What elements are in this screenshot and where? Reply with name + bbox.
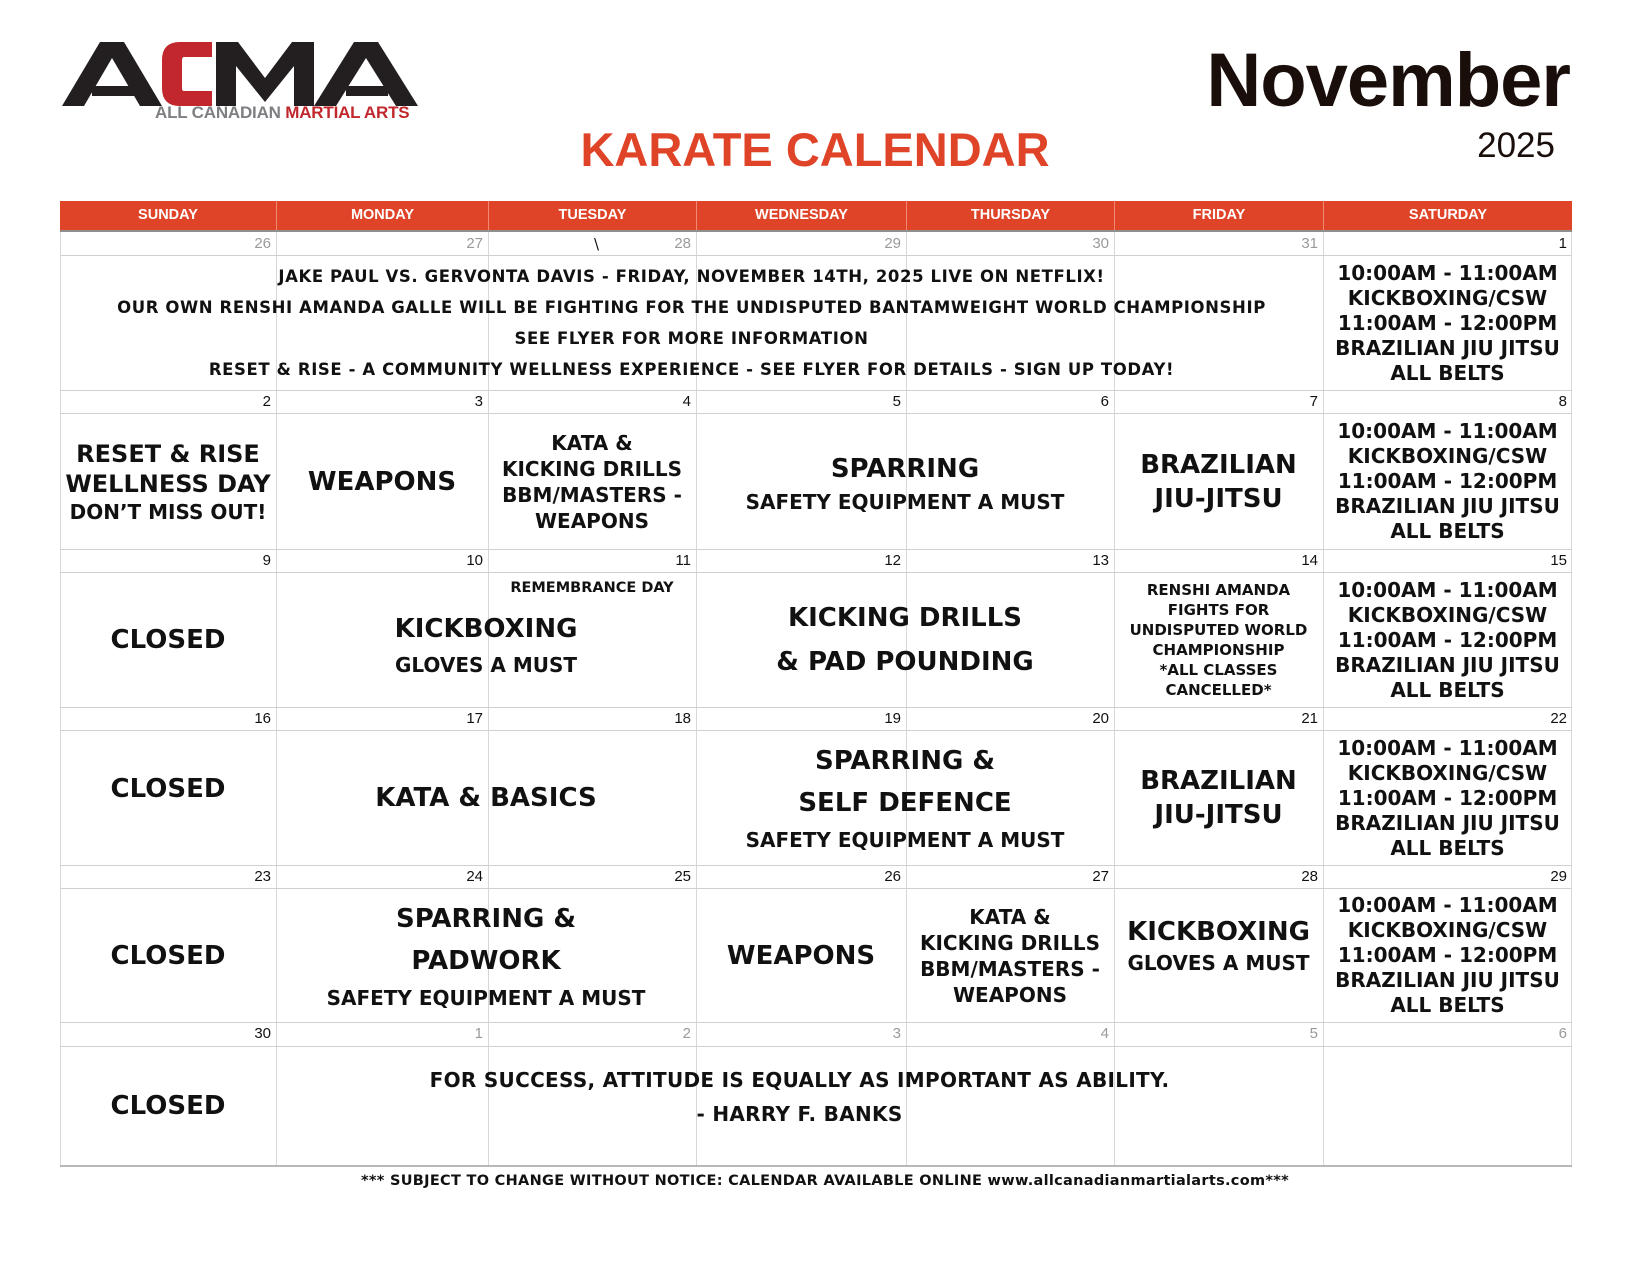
- date-number: 3: [892, 1025, 901, 1042]
- date-number: 6: [1100, 393, 1109, 410]
- announcement-line: JAKE PAUL VS. GERVONTA DAVIS - FRIDAY, NOVEMBER 14TH, 2025 LIVE ON NETFLIX!: [278, 267, 1105, 286]
- event-line: FIGHTS FOR: [1167, 601, 1270, 619]
- class-name: BRAZILIAN JIU JITSU: [1335, 810, 1560, 835]
- date-number: 19: [884, 710, 901, 727]
- class-note: GLOVES A MUST: [394, 653, 578, 677]
- date-number: 10: [466, 552, 483, 569]
- logo-tagline: [155, 103, 409, 123]
- event-line: RENSHI AMANDA: [1146, 581, 1291, 599]
- date-number: 9: [262, 552, 271, 569]
- class-time: 11:00AM - 12:00PM: [1337, 627, 1558, 652]
- class-title: WEAPONS: [726, 940, 876, 971]
- date-number: 26: [254, 235, 271, 252]
- date-number: 1: [1558, 235, 1567, 252]
- date-number: 4: [682, 393, 691, 410]
- motivational-quote: [276, 1047, 1323, 1147]
- class-title: & PAD POUNDING: [776, 647, 1034, 677]
- saturday-schedule: [1323, 889, 1572, 1022]
- closed-day: [60, 889, 276, 1022]
- class-note: BBM/MASTERS -: [502, 482, 682, 507]
- class-time: 10:00AM - 11:00AM: [1337, 735, 1558, 760]
- date-number: 6: [1558, 1025, 1567, 1042]
- date-number: 3: [474, 393, 483, 410]
- class-bjj: [1114, 731, 1323, 865]
- class-name: KICKBOXING/CSW: [1347, 918, 1548, 942]
- quote-text: FOR SUCCESS, ATTITUDE IS EQUALLY AS IMPORTANT AS ABILITY.: [429, 1068, 1170, 1092]
- class-sparring: [696, 414, 1114, 549]
- class-name: BRAZILIAN JIU JITSU: [1335, 335, 1560, 360]
- grid-line: [60, 1165, 1572, 1167]
- class-title: KICKING DRILLS: [787, 603, 1022, 633]
- event-line: UNDISPUTED WORLD: [1129, 621, 1308, 639]
- closed-label: CLOSED: [110, 1091, 226, 1121]
- event-reset-rise: [60, 414, 276, 549]
- saturday-schedule: [1323, 256, 1572, 390]
- class-title: KATA &: [969, 904, 1051, 929]
- date-number: 11: [675, 552, 691, 569]
- class-weapons: [696, 889, 906, 1022]
- date-number: 24: [466, 868, 483, 885]
- class-name: KICKBOXING/CSW: [1347, 444, 1548, 468]
- event-note: DON’T MISS OUT!: [69, 499, 267, 524]
- class-time: 11:00AM - 12:00PM: [1337, 785, 1558, 810]
- saturday-schedule: [1323, 731, 1572, 865]
- class-title: SPARRING &: [395, 903, 577, 934]
- holiday-label: REMEMBRANCE DAY: [510, 580, 674, 596]
- class-name: KICKBOXING/CSW: [1347, 285, 1548, 310]
- date-number: 13: [1092, 552, 1109, 569]
- date-number: 16: [254, 710, 271, 727]
- class-level: ALL BELTS: [1390, 835, 1505, 860]
- class-note: GLOVES A MUST: [1127, 950, 1310, 975]
- class-title: JIU-JITSU: [1154, 800, 1283, 830]
- event-line: CANCELLED*: [1165, 681, 1272, 699]
- class-note: SAFETY EQUIPMENT A MUST: [745, 489, 1065, 514]
- class-level: ALL BELTS: [1390, 993, 1505, 1017]
- class-title: JIU-JITSU: [1154, 483, 1283, 514]
- class-title: BRAZILIAN: [1140, 449, 1297, 480]
- date-number: 5: [892, 393, 901, 410]
- class-bjj: [1114, 414, 1323, 549]
- closed-label: CLOSED: [110, 625, 226, 655]
- date-number: 12: [884, 552, 901, 569]
- closed-label: CLOSED: [110, 940, 226, 971]
- closed-label: CLOSED: [110, 774, 226, 804]
- class-title: SELF DEFENCE: [798, 788, 1012, 818]
- acma-logo: [62, 38, 418, 108]
- announcement-banner: [60, 256, 1323, 390]
- date-number: 30: [254, 1025, 271, 1042]
- date-number: 25: [674, 868, 691, 885]
- weekday-friday: FRIDAY: [1114, 201, 1323, 230]
- saturday-schedule: [1323, 573, 1572, 707]
- year-label: 2025: [1477, 126, 1555, 165]
- date-number: 1: [474, 1025, 483, 1042]
- class-title: KATA &: [551, 430, 633, 455]
- class-level: ALL BELTS: [1390, 519, 1505, 543]
- class-kickboxing: [276, 605, 696, 685]
- page-title: KARATE CALENDAR: [580, 123, 1050, 176]
- date-number: 29: [1550, 868, 1567, 885]
- closed-day: [60, 1047, 276, 1165]
- date-number: 30: [1092, 235, 1109, 252]
- date-number: 8: [1558, 393, 1567, 410]
- class-time: 10:00AM - 11:00AM: [1337, 893, 1558, 917]
- date-number: 18: [674, 710, 691, 727]
- announcement-line: SEE FLYER FOR MORE INFORMATION: [514, 329, 869, 348]
- closed-day: [60, 731, 276, 865]
- date-number: 28: [674, 235, 691, 252]
- event-title: RESET & RISE: [76, 439, 260, 468]
- class-title: KICKING DRILLS: [501, 456, 682, 481]
- class-note: SAFETY EQUIPMENT A MUST: [745, 828, 1065, 852]
- class-title: PADWORK: [411, 945, 561, 976]
- class-sparring-self-defence: [696, 731, 1114, 865]
- date-number: 2: [262, 393, 271, 410]
- weekday-saturday: SATURDAY: [1323, 201, 1572, 230]
- class-kata-basics: [276, 731, 696, 865]
- date-number: 4: [1100, 1025, 1109, 1042]
- class-title: BRAZILIAN: [1140, 766, 1297, 796]
- date-number: 15: [1550, 552, 1567, 569]
- class-time: 11:00AM - 12:00PM: [1337, 943, 1558, 967]
- saturday-schedule: [1323, 414, 1572, 549]
- date-number: 29: [884, 235, 901, 252]
- event-renshi-fight: [1114, 573, 1323, 707]
- date-number: 21: [1301, 710, 1318, 727]
- date-number: 20: [1092, 710, 1109, 727]
- date-number: 22: [1550, 710, 1567, 727]
- date-number: 26: [884, 868, 901, 885]
- weekday-sunday: SUNDAY: [138, 207, 198, 223]
- date-number: 23: [254, 868, 271, 885]
- event-line: *ALL CLASSES: [1159, 661, 1278, 679]
- date-number: 14: [1301, 552, 1318, 569]
- date-number: 27: [466, 235, 483, 252]
- event-title: WELLNESS DAY: [65, 469, 271, 498]
- weekday-wednesday: WEDNESDAY: [696, 201, 906, 230]
- class-note: SAFETY EQUIPMENT A MUST: [326, 985, 646, 1010]
- weekday-thursday: THURSDAY: [906, 201, 1114, 230]
- class-kickboxing: [1114, 889, 1323, 1022]
- class-note: WEAPONS: [534, 508, 649, 533]
- class-name: KICKBOXING/CSW: [1347, 602, 1548, 627]
- quote-author: - HARRY F. BANKS: [696, 1102, 903, 1126]
- class-title: WEAPONS: [307, 466, 457, 497]
- date-number: 31: [1301, 235, 1318, 252]
- class-sparring-padwork: [276, 889, 696, 1022]
- class-weapons: [276, 414, 488, 549]
- class-name: BRAZILIAN JIU JITSU: [1335, 968, 1560, 992]
- class-level: ALL BELTS: [1390, 360, 1505, 385]
- month-heading: November: [1206, 38, 1570, 123]
- class-name: BRAZILIAN JIU JITSU: [1335, 652, 1560, 677]
- logo-tagline-gray: ALL CANADIAN: [155, 103, 281, 122]
- class-note: BBM/MASTERS -: [920, 956, 1100, 981]
- class-note: WEAPONS: [952, 982, 1067, 1007]
- footer-notice: *** SUBJECT TO CHANGE WITHOUT NOTICE: CALENDAR AVAILABLE ONLINE www.allcanadianmartialarts.com***: [360, 1173, 1290, 1189]
- date-number: 17: [466, 710, 483, 727]
- class-title: KICKBOXING: [1127, 916, 1310, 947]
- class-title: SPARRING: [830, 453, 980, 484]
- class-title: KICKING DRILLS: [919, 930, 1100, 955]
- logo-tagline-red: MARTIAL ARTS: [285, 103, 410, 122]
- event-line: CHAMPIONSHIP: [1152, 641, 1285, 659]
- class-kata-kicking: [488, 414, 696, 549]
- weekday-monday: MONDAY: [276, 201, 488, 230]
- announcement-line: RESET & RISE - A COMMUNITY WELLNESS EXPERIENCE - SEE FLYER FOR DETAILS - SIGN UP TODAY!: [208, 360, 1175, 379]
- class-time: 11:00AM - 12:00PM: [1337, 310, 1558, 335]
- date-number: 5: [1309, 1025, 1318, 1042]
- class-name: BRAZILIAN JIU JITSU: [1335, 494, 1560, 518]
- class-title: SPARRING &: [814, 746, 996, 776]
- announcement-line: OUR OWN RENSHI AMANDA GALLE WILL BE FIGHTING FOR THE UNDISPUTED BANTAMWEIGHT WORLD CHAMPIONSHIP: [117, 298, 1266, 317]
- class-time: 10:00AM - 11:00AM: [1337, 577, 1558, 602]
- closed-day: [60, 573, 276, 707]
- stray-mark: \: [594, 235, 600, 253]
- weekday-tuesday: TUESDAY: [488, 201, 696, 230]
- class-time: 10:00AM - 11:00AM: [1337, 260, 1558, 285]
- date-number: 28: [1301, 868, 1318, 885]
- class-title: KATA & BASICS: [375, 783, 597, 813]
- date-number: 2: [682, 1025, 691, 1042]
- class-level: ALL BELTS: [1390, 677, 1505, 702]
- class-name: KICKBOXING/CSW: [1347, 760, 1548, 785]
- class-time: 10:00AM - 11:00AM: [1337, 419, 1558, 443]
- class-kicking-drills: [696, 573, 1114, 707]
- class-kata-kicking: [906, 889, 1114, 1022]
- date-number: 7: [1309, 393, 1318, 410]
- class-title: KICKBOXING: [394, 614, 578, 644]
- date-number: 27: [1092, 868, 1109, 885]
- class-time: 11:00AM - 12:00PM: [1337, 469, 1558, 493]
